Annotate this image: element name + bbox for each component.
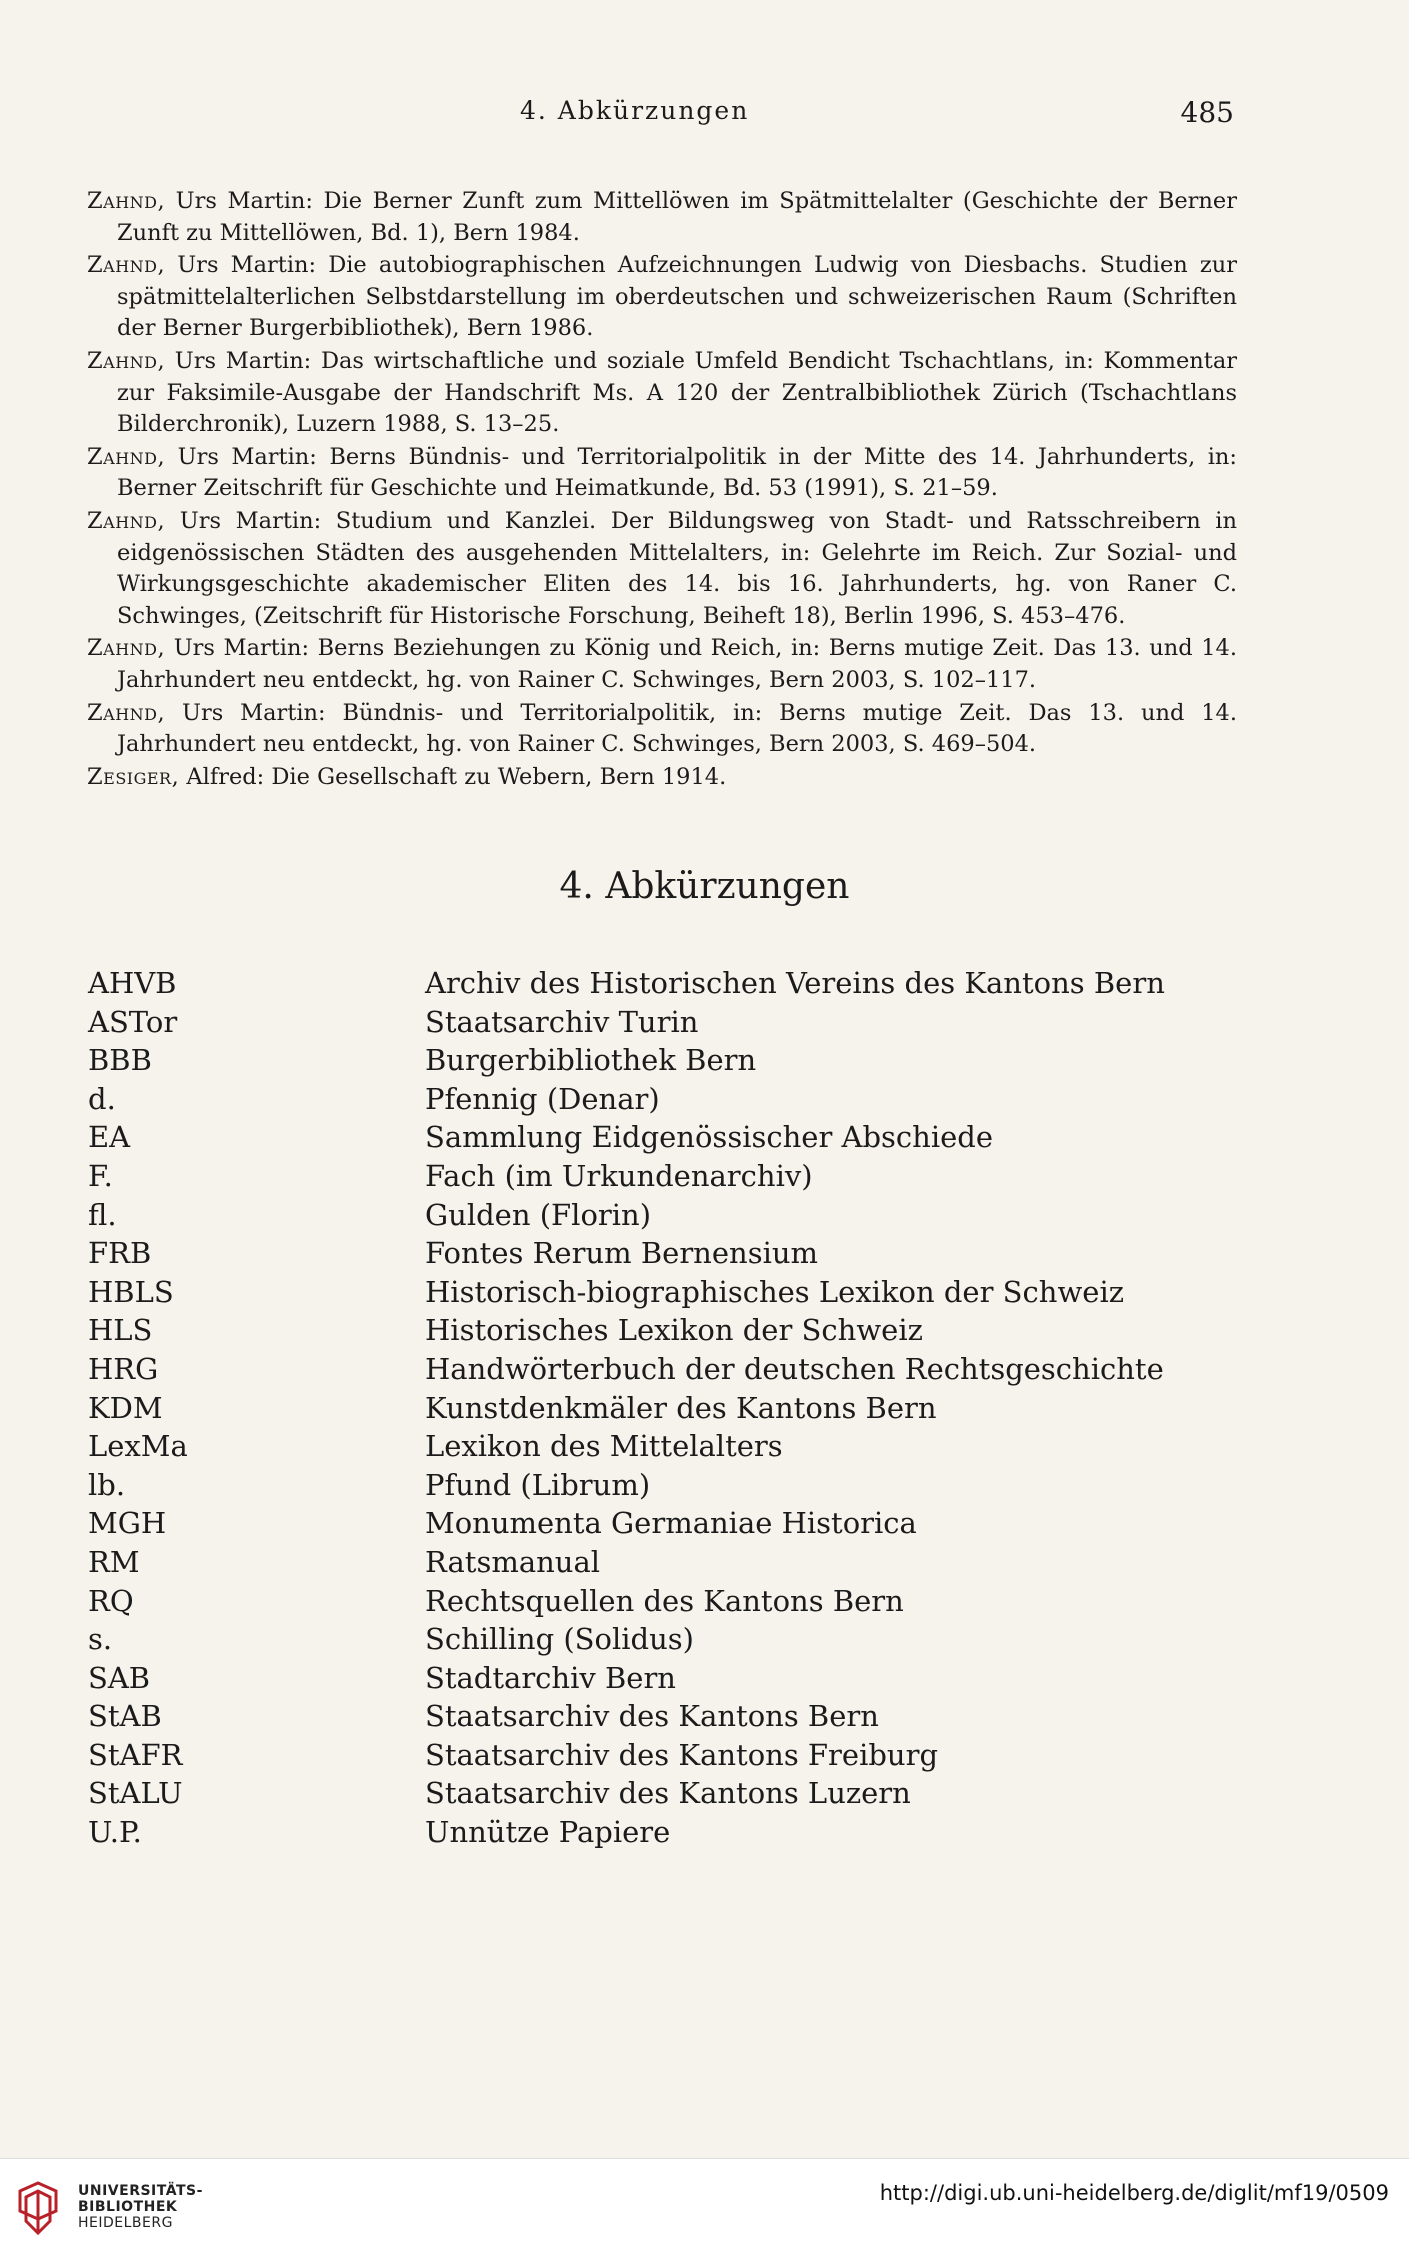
abbreviation-meaning: Staatsarchiv des Kantons Bern bbox=[425, 1699, 879, 1734]
abbreviation-row bbox=[88, 964, 1238, 1003]
entry-text: Urs Martin: Die Berner Zunft zum Mittellöwen im Spätmittelalter (Geschichte der Berner Zunft zu Mittellöwen, Bd. 1), Bern 1984. bbox=[117, 188, 1237, 246]
abbreviation-row bbox=[88, 1350, 1238, 1389]
abbreviation-meaning: Ratsmanual bbox=[425, 1544, 601, 1579]
abbreviation: U.P. bbox=[88, 1815, 142, 1850]
bibliography-entry bbox=[87, 346, 1237, 441]
bibliography-entry bbox=[87, 442, 1237, 505]
abbreviation-row bbox=[88, 1659, 1238, 1698]
abbreviation: HBLS bbox=[88, 1274, 174, 1309]
abbreviation: MGH bbox=[88, 1506, 167, 1541]
abbreviation-meaning: Unnütze Papiere bbox=[425, 1815, 671, 1850]
abbreviation-meaning: Rechtsquellen des Kantons Bern bbox=[425, 1583, 904, 1618]
abbreviation: SAB bbox=[88, 1660, 151, 1695]
abbreviation-meaning: Pfennig (Denar) bbox=[425, 1081, 660, 1116]
abbreviation: lb. bbox=[88, 1467, 126, 1502]
entry-text: Urs Martin: Berns Bündnis- und Territorialpolitik in der Mitte des 14. Jahrhunderts, in: Berner Zeitschrift für Geschichte und Heimatkunde, Bd. 53 (1991), S. 21–59. bbox=[117, 443, 1237, 502]
abbreviation-row bbox=[88, 1389, 1238, 1428]
abbreviation-meaning: Gulden (Florin) bbox=[425, 1197, 652, 1232]
bibliography-entry bbox=[87, 762, 1237, 794]
abbreviation: StAB bbox=[88, 1699, 162, 1734]
entry-author: Zesiger, bbox=[87, 763, 180, 790]
entry-author: Zahnd, bbox=[87, 347, 166, 374]
abbreviation-meaning: Sammlung Eidgenössischer Abschiede bbox=[425, 1120, 993, 1155]
library-name-line: UNIVERSITÄTS- bbox=[78, 2183, 203, 2199]
abbreviation-meaning: Staatsarchiv des Kantons Freiburg bbox=[425, 1737, 939, 1772]
library-name-line: HEIDELBERG bbox=[78, 2215, 173, 2231]
abbreviation: AHVB bbox=[88, 966, 177, 1000]
entry-author: Zahnd, bbox=[87, 252, 166, 279]
abbreviation-row bbox=[88, 1774, 1238, 1813]
abbreviation-meaning: Archiv des Historischen Vereins des Kantons Bern bbox=[425, 966, 1165, 1000]
bibliography-entry bbox=[87, 186, 1237, 249]
abbreviation-meaning: Historisch-biographisches Lexikon der Schweiz bbox=[425, 1274, 1125, 1309]
abbreviation: RQ bbox=[88, 1583, 134, 1618]
abbreviation-meaning: Stadtarchiv Bern bbox=[425, 1660, 676, 1695]
abbreviation-row bbox=[88, 1543, 1238, 1582]
abbreviation: StAFR bbox=[88, 1737, 183, 1772]
abbreviation-row bbox=[88, 1234, 1238, 1273]
abbreviation: fl. bbox=[88, 1197, 117, 1232]
library-name-line: BIBLIOTHEK bbox=[78, 2199, 178, 2215]
abbreviation-row bbox=[88, 1736, 1238, 1775]
abbreviation-row bbox=[88, 1504, 1238, 1543]
abbreviation-row bbox=[88, 1697, 1238, 1736]
library-logo-icon[interactable] bbox=[16, 2181, 60, 2235]
abbreviation-row bbox=[88, 1118, 1238, 1157]
abbreviation-meaning: Staatsarchiv Turin bbox=[425, 1004, 699, 1039]
abbreviation-row bbox=[88, 1466, 1238, 1505]
abbreviation-meaning: Fach (im Urkundenarchiv) bbox=[425, 1158, 813, 1193]
bibliography-list bbox=[87, 186, 1237, 794]
abbreviation-row bbox=[88, 1080, 1238, 1119]
abbreviation-row bbox=[88, 1582, 1238, 1621]
entry-author: Zahnd, bbox=[87, 443, 166, 470]
abbreviation: ASTor bbox=[88, 1004, 178, 1039]
abbreviation: EA bbox=[88, 1120, 131, 1155]
entry-author: Zahnd, bbox=[87, 188, 166, 214]
abbreviation-meaning: Lexikon des Mittelalters bbox=[425, 1429, 783, 1464]
abbreviation-list bbox=[88, 964, 1238, 1852]
entry-author: Zahnd, bbox=[87, 635, 166, 662]
entry-author: Zahnd, bbox=[87, 699, 166, 726]
abbreviation: HLS bbox=[88, 1313, 153, 1348]
abbreviation-meaning: Handwörterbuch der deutschen Rechtsgeschichte bbox=[425, 1351, 1164, 1386]
abbreviation: F. bbox=[88, 1158, 113, 1193]
bibliography-entry bbox=[87, 250, 1237, 345]
abbreviation-meaning: Schilling (Solidus) bbox=[425, 1622, 694, 1657]
running-title: 4. Abkürzungen bbox=[520, 96, 750, 125]
abbreviation: HRG bbox=[88, 1351, 159, 1386]
abbreviation-meaning: Burgerbibliothek Bern bbox=[425, 1043, 757, 1078]
abbreviation: BBB bbox=[88, 1043, 152, 1078]
entry-text: Urs Martin: Berns Beziehungen zu König und Reich, in: Berns mutige Zeit. Das 13. und 14. Jahrhundert neu entdeckt, hg. von Rainer C. Schwinges, Bern 2003, S. 102–117. bbox=[117, 635, 1237, 693]
page-number: 485 bbox=[1180, 96, 1234, 129]
abbreviation: LexMa bbox=[88, 1429, 188, 1464]
abbreviation: FRB bbox=[88, 1236, 152, 1271]
bibliography-entry bbox=[87, 506, 1237, 632]
source-url-link[interactable]: http://digi.ub.uni-heidelberg.de/diglit/mf19/0509 bbox=[879, 2181, 1389, 2205]
entry-text: Urs Martin: Bündnis- und Territorialpolitik, in: Berns mutige Zeit. Das 13. und 14. Jahrhundert neu entdeckt, hg. von Rainer C. Schwinges, Bern 2003, S. 469–504. bbox=[117, 699, 1237, 758]
entry-text: Urs Martin: Das wirtschaftliche und soziale Umfeld Bendicht Tschachtlans, in: Kommentar zur Faksimile-Ausgabe der Handschrift Ms. A 120 der Zentralbibliothek Zürich (Tschachtlans Bilderchronik), Luzern 1988, S. 13–25. bbox=[117, 347, 1237, 438]
bibliography-entry bbox=[87, 698, 1237, 761]
footer-bar bbox=[0, 2158, 1409, 2255]
library-name bbox=[78, 2183, 203, 2231]
abbreviation-meaning: Staatsarchiv des Kantons Luzern bbox=[425, 1776, 911, 1811]
bibliography-entry bbox=[87, 633, 1237, 696]
abbreviation: d. bbox=[88, 1081, 116, 1116]
entry-text: Urs Martin: Studium und Kanzlei. Der Bildungsweg von Stadt- und Ratsschreibern in eidgenössischen Städten des ausgehenden Mittelalters, in: Gelehrte im Reich. Zur Sozial- und Wirkungsgeschichte akademischer Eliten des 14. bis 16. Jahrhunderts, hg. von Raner C. Schwinges, (Zeitschrift für Historische Forschung, Beiheft 18), Berlin 1996, S. 453–476. bbox=[117, 507, 1237, 629]
abbreviation-row bbox=[88, 1311, 1238, 1350]
abbreviation-meaning: Pfund (Librum) bbox=[425, 1467, 651, 1502]
abbreviation-meaning: Fontes Rerum Bernensium bbox=[425, 1236, 819, 1271]
abbreviation: s. bbox=[88, 1622, 113, 1657]
abbreviation-meaning: Historisches Lexikon der Schweiz bbox=[425, 1313, 923, 1348]
abbreviation-row bbox=[88, 1273, 1238, 1312]
abbreviation-row bbox=[88, 1196, 1238, 1235]
abbreviation: KDM bbox=[88, 1390, 163, 1425]
abbreviation-row bbox=[88, 1157, 1238, 1196]
abbreviation-meaning: Kunstdenkmäler des Kantons Bern bbox=[425, 1390, 937, 1425]
entry-text: Alfred: Die Gesellschaft zu Webern, Bern 1914. bbox=[179, 763, 727, 790]
abbreviation-row bbox=[88, 1427, 1238, 1466]
abbreviation-row bbox=[88, 1003, 1238, 1042]
abbreviation-row bbox=[88, 1813, 1238, 1852]
abbreviation: RM bbox=[88, 1544, 140, 1579]
entry-author: Zahnd, bbox=[87, 507, 166, 534]
entry-text: Urs Martin: Die autobiographischen Aufzeichnungen Ludwig von Diesbachs. Studien zur spätmittelalterlichen Selbstdarstellung im oberdeutschen und schweizerischen Raum (Schriften der Berner Burgerbibliothek), Bern 1986. bbox=[117, 252, 1237, 342]
section-title: 4. Abkürzungen bbox=[559, 866, 850, 907]
abbreviation-row bbox=[88, 1041, 1238, 1080]
abbreviation-row bbox=[88, 1620, 1238, 1659]
abbreviation: StALU bbox=[88, 1776, 183, 1811]
abbreviation-meaning: Monumenta Germaniae Historica bbox=[425, 1506, 917, 1541]
